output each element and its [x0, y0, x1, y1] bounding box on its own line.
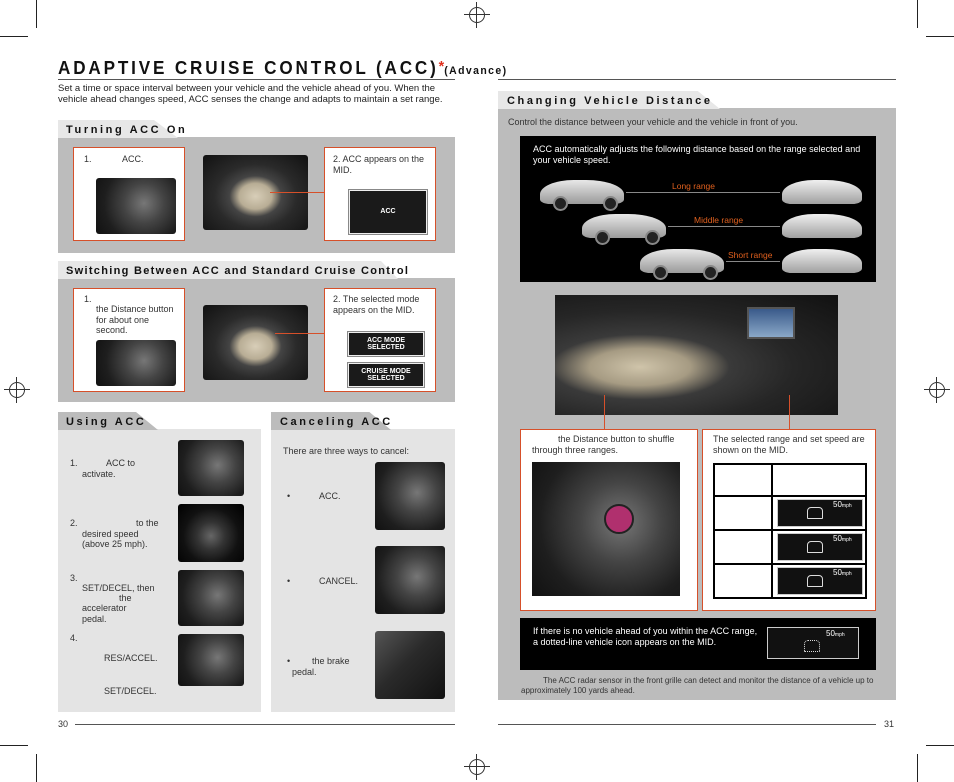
switching-step1-text: the Distance button for about one second. — [96, 304, 174, 335]
label-long-range: Long range — [672, 181, 716, 191]
title-rule — [58, 79, 455, 80]
page-number-left: 30 — [58, 719, 69, 729]
turning-heading: Turning ACC On — [66, 124, 188, 136]
crop-mark — [36, 0, 37, 28]
mid-speed-3 — [833, 568, 852, 580]
speedometer-image — [178, 504, 244, 562]
dashboard-image — [555, 295, 838, 415]
no-vehicle-text: If there is no vehicle ahead of you within the ACC range, a dotted-line vehicle icon appears on the MID. — [533, 626, 758, 647]
radar-footnote: The ACC radar sensor in the front grille can detect and monitor the distance of a vehicle up to approximately 100 yards ahead. — [521, 676, 874, 695]
callout-line-v1 — [604, 395, 605, 429]
car-wheel — [653, 265, 668, 280]
footer-rule-left — [75, 724, 455, 725]
range-intro: ACC automatically adjusts the following distance based on the range selected and your vehicle speed. — [533, 144, 861, 165]
mid-speed-4 — [826, 629, 845, 641]
car-wheel — [645, 230, 660, 245]
turning-step1-num: 1. — [84, 154, 92, 164]
nav-screen — [747, 307, 795, 339]
using-step2-text: to the desired speed (above 25 mph). — [82, 518, 159, 549]
mid-range-text: The selected range and set speed are shown on the MID. — [713, 434, 865, 455]
using-step4-num: 4. — [70, 633, 78, 643]
mid-cruise-mode: CRUISE MODE SELECTED — [348, 363, 424, 387]
label-middle-range: Middle range — [694, 215, 744, 225]
distance-button-image — [96, 340, 176, 386]
label-short-range: Short range — [728, 250, 773, 260]
acc-button-image — [96, 178, 176, 234]
turning-step2-text: 2. ACC appears on the MID. — [333, 154, 425, 175]
mid-speed-value: 50 — [833, 500, 842, 509]
title-star: * — [438, 58, 445, 75]
dotted-car-icon — [804, 640, 820, 652]
distance-button-photo — [532, 462, 680, 596]
grid-cell — [715, 531, 771, 563]
callout-line-2 — [275, 333, 325, 334]
registration-mark — [924, 377, 950, 403]
using-image-4 — [178, 634, 244, 686]
footer-rule-right — [498, 724, 876, 725]
turning-step1-text: ACC. — [122, 154, 144, 164]
brake-pedal-image — [375, 631, 445, 699]
car-icon — [807, 507, 823, 519]
car-wheel — [553, 196, 568, 211]
grid-cell — [715, 497, 771, 529]
cancel-text-3: the brake pedal. — [292, 656, 350, 677]
cancel-bullet-1: • — [287, 491, 291, 501]
callout-line — [270, 192, 325, 193]
mid-speed-1 — [833, 500, 852, 512]
registration-mark — [464, 2, 490, 28]
changing-intro: Control the distance between your vehicle and the vehicle in front of you. — [508, 117, 798, 127]
car-ahead-3 — [782, 249, 862, 273]
switching-heading: Switching Between ACC and Standard Cruise Control — [66, 265, 410, 277]
mid-speed-value: 50 — [833, 568, 842, 577]
canceling-intro: There are three ways to cancel: — [283, 446, 410, 456]
registration-mark — [4, 377, 30, 403]
grid-cell — [773, 465, 865, 495]
using-step4-b: SET/DECEL. — [104, 686, 157, 696]
using-step1-num: 1. — [70, 458, 78, 468]
car-icon — [807, 575, 823, 587]
crop-mark — [917, 754, 918, 782]
canceling-heading: Canceling ACC — [280, 416, 393, 428]
callout-line-v2 — [789, 395, 790, 429]
mid-acc-display: ACC — [349, 190, 427, 234]
using-step3-num: 3. — [70, 573, 78, 583]
registration-mark — [464, 754, 490, 780]
distance-button-text: the Distance button to shuffle through three ranges. — [532, 434, 675, 455]
title-advance: (Advance) — [444, 65, 508, 77]
mid-acc-mode: ACC MODE SELECTED — [348, 332, 424, 356]
mid-speed-value: 50 — [826, 629, 835, 638]
changing-heading: Changing Vehicle Distance — [507, 95, 713, 107]
range-line-long — [626, 192, 780, 193]
using-step4-a: RES/ACCEL. — [104, 653, 158, 663]
mid-speed-unit: mph — [841, 571, 852, 577]
mid-speed-2 — [833, 534, 852, 546]
using-step1-text: ACC to activate. — [82, 458, 136, 479]
crop-mark — [917, 0, 918, 28]
top-rule-right — [498, 79, 896, 80]
cancel-bullet-3: • — [287, 656, 291, 666]
distance-button-pink — [604, 504, 634, 534]
grid-cell — [715, 465, 771, 495]
cancel-text-1: ACC. — [319, 491, 341, 501]
using-heading: Using ACC — [66, 416, 147, 428]
cancel-text-2: CANCEL. — [319, 576, 359, 586]
using-step3-b: the — [119, 593, 132, 603]
using-image-1 — [178, 440, 244, 496]
using-step3-a: SET/DECEL, then — [82, 583, 155, 593]
page-number-right: 31 — [884, 719, 895, 729]
mid-speed-unit: mph — [841, 503, 852, 509]
crop-mark — [36, 754, 37, 782]
crop-mark — [926, 745, 954, 746]
title-text: ADAPTIVE CRUISE CONTROL (ACC) — [58, 58, 439, 78]
car-ahead-2 — [782, 214, 862, 238]
using-image-3 — [178, 570, 244, 626]
using-step2-num: 2. — [70, 518, 78, 528]
mid-speed-unit: mph — [841, 537, 852, 543]
mid-speed-value: 50 — [833, 534, 842, 543]
mid-speed-unit: mph — [834, 632, 845, 638]
range-line-short — [726, 261, 780, 262]
crop-mark — [926, 36, 954, 37]
switching-step1-num: 1. — [84, 294, 92, 304]
car-wheel — [595, 230, 610, 245]
car-wheel — [703, 265, 718, 280]
using-step3-c: accelerator pedal. — [82, 603, 127, 624]
crop-mark — [0, 36, 28, 37]
switching-step2-text: 2. The selected mode appears on the MID. — [333, 294, 420, 315]
cancel-bullet-2: • — [287, 576, 291, 586]
car-wheel — [603, 196, 618, 211]
crop-mark — [0, 745, 28, 746]
intro-text: Set a time or space interval between your vehicle and the vehicle ahead of you. When the vehicle ahead changes speed, ACC senses the change and adapts to maintain a set range. — [58, 83, 443, 105]
car-ahead-1 — [782, 180, 862, 204]
page-title — [58, 58, 508, 79]
steering-wheel-image-2 — [203, 305, 308, 380]
car-icon — [807, 541, 823, 553]
cancel-image-2 — [375, 546, 445, 614]
cancel-image-1 — [375, 462, 445, 530]
range-line-middle — [668, 226, 780, 227]
grid-cell — [715, 565, 771, 597]
